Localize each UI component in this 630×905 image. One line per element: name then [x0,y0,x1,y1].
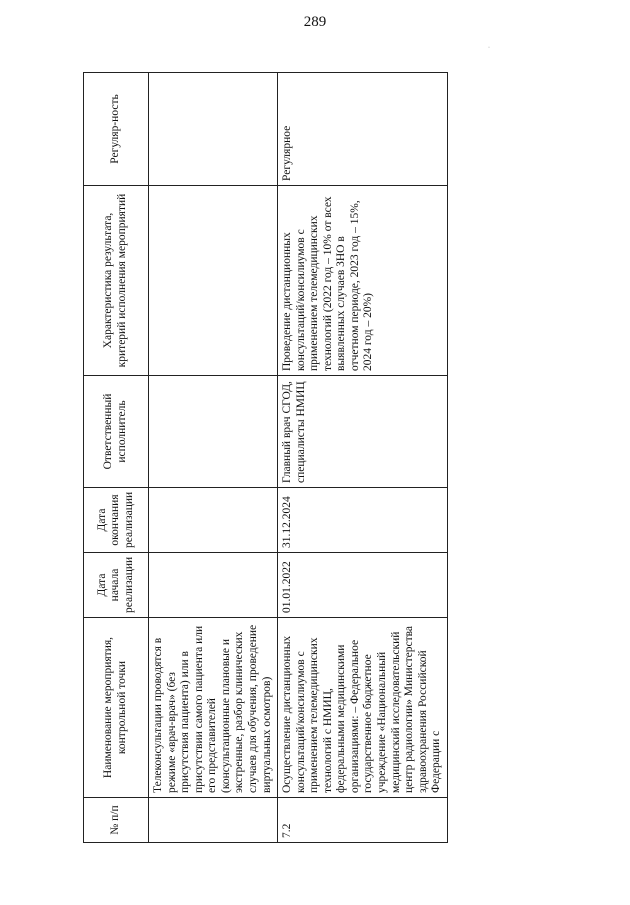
header-regularity: Регуляр-ность [84,73,149,186]
table-row [149,73,278,843]
cell-name: Осуществление дистанционных консультаций/консилиумов с применением телемедицинских технологий с НМИЦ, федеральными медицинскими организациями: – Федеральное государственное бюджетное учреждение «Национальный медицинский исследовательский центр радиологии» Министерства здравоохранения Российской Федерации с [278,618,448,798]
cell-regularity: Регулярное [278,73,448,186]
header-start: Дата начала реализации [84,553,149,618]
cell-result [149,186,278,376]
cell-end [149,488,278,553]
header-num: № п/п [84,798,149,843]
header-name: Наименование мероприятия, контрольной точки [84,618,149,798]
cell-result: Проведение дистанционных консультаций/консилиумов с применением телемедицинских технологий (2022 год – 10% от всех выявленных случаев ЗНО в отчетном периоде, 2023 год – 15%, 2024 год – 20%) [278,186,448,376]
cell-start [149,553,278,618]
table-row [278,73,448,843]
cell-responsible [149,376,278,488]
page-number: 289 [303,14,327,30]
cell-num [149,798,278,843]
table-header-row [84,73,149,843]
cell-responsible: Главный врач СГОД, специалисты НМИЦ [278,376,448,488]
cell-regularity [149,73,278,186]
measures-table [83,72,448,843]
cell-start: 01.01.2022 [278,553,448,618]
scan-speck: · [488,45,490,51]
header-responsible: Ответственный исполнитель [84,376,149,488]
header-result: Характеристика результата, критерий исполнения мероприятий [84,186,149,376]
cell-name: Телеконсультации проводятся в режиме «врач-врач» (без присутствия пациента) или в присутствии самого пациента или его представителей (консультационные плановые и экстренные, разбор клинических случаев для обучения, проведение виртуальных осмотров) [149,618,278,798]
cell-num: 7.2 [278,798,448,843]
header-end: Дата окончания реализации [84,488,149,553]
cell-end: 31.12.2024 [278,488,448,553]
rotated-table-container [83,73,443,843]
